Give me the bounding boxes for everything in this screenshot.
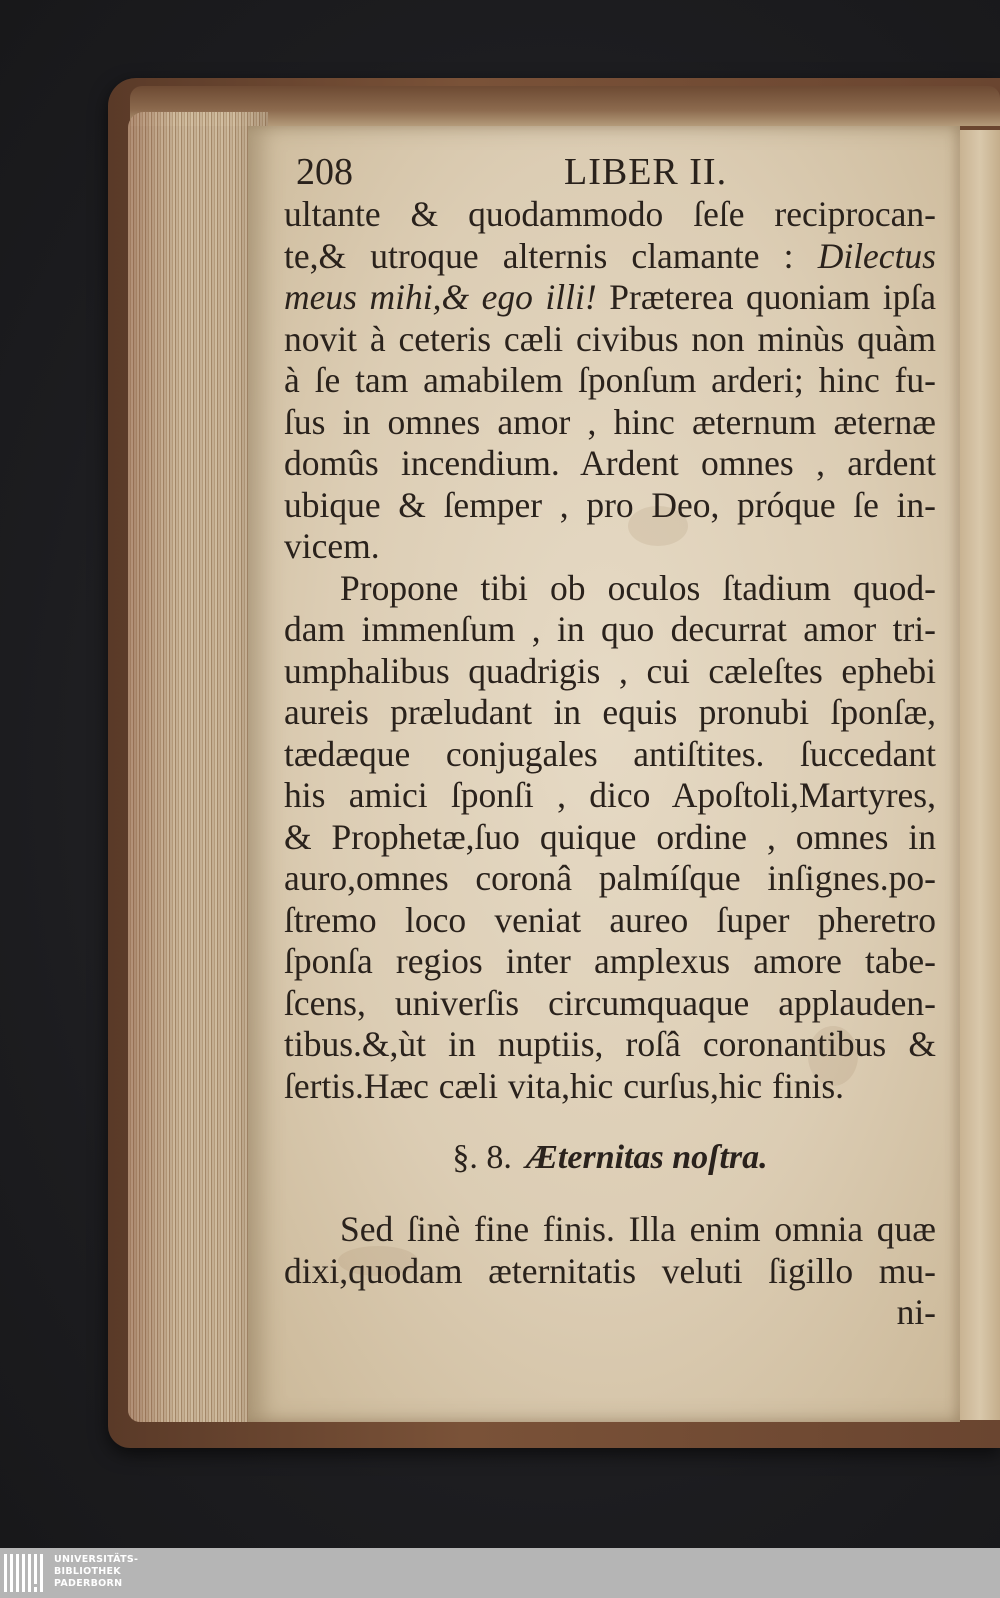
library-logo-bars-icon — [4, 1554, 48, 1592]
logo-line: PADERBORN — [54, 1578, 123, 1589]
section-heading — [284, 1137, 936, 1179]
page-text — [284, 150, 936, 1334]
section-title: Æternitas noſtra. — [525, 1139, 768, 1176]
facing-page-edge — [956, 130, 1000, 1420]
italic-phrase: Dilectus — [817, 235, 936, 276]
text-line-part: te,& utroque alternis clamante : — [284, 235, 794, 276]
text-line: ſponſa regios inter amplexus amore tabe- — [284, 941, 936, 981]
text-line: vicem. — [284, 526, 380, 566]
paragraph-2 — [284, 568, 936, 1108]
running-head: LIBER II. — [564, 151, 728, 193]
italic-phrase: meus mihi,& ego illi! — [284, 277, 597, 317]
text-line: novit à ceteris cæli civibus non minùs quàm — [284, 318, 936, 359]
text-line: ſus in omnes amor , hinc æternum æternæ — [284, 401, 936, 442]
text-line: dixi,quodam æternitatis veluti ſigillo mu- — [284, 1250, 936, 1291]
library-logo-text — [54, 1554, 138, 1590]
text-line: ultante & quodammodo ſeſe reciprocan- — [284, 194, 936, 234]
text-line: tædæque conjugales antiſtites. ſuccedant — [284, 733, 936, 774]
text-line: tibus.&,ùt in nuptiis, roſâ coronantibus & — [284, 1024, 936, 1064]
logo-line: BIBLIOTHEK — [54, 1566, 121, 1577]
paragraph-1 — [284, 194, 936, 568]
library-logo — [4, 1552, 144, 1594]
text-line: Sed ſinè fine finis. Illa enim omnia quæ — [340, 1209, 936, 1249]
text-line: domûs incendium. Ardent omnes , ardent — [284, 443, 936, 483]
text-line — [284, 277, 936, 319]
text-line: Propone tibi ob oculos ſtadium quod- — [340, 567, 936, 608]
text-line: ſertis.Hæc cæli vita,hic curſus,hic finis. — [284, 1065, 845, 1106]
text-line: & Prophetæ,ſuo quique ordine , omnes in — [284, 816, 936, 857]
text-line: dam immenſum , in quo decurrat amor tri- — [284, 609, 936, 649]
text-line — [284, 236, 936, 278]
page-stack-shade — [128, 112, 268, 1422]
text-line: umphalibus quadrigis , cui cæleſtes ephebi — [284, 650, 936, 691]
page-header — [284, 150, 936, 194]
text-line: ſtremo loco veniat aureo ſuper pheretro — [284, 899, 936, 940]
section-number: §. 8. — [452, 1139, 512, 1176]
text-line: auro,omnes coronâ palmíſque inſignes.po- — [284, 858, 936, 898]
text-line-part: Præterea quoniam ipſa — [609, 277, 937, 317]
logo-line: UNIVERSITÄTS- — [54, 1554, 139, 1565]
text-line: ubique & ſemper , pro Deo, próque ſe in- — [284, 484, 936, 525]
text-line: à ſe tam amabilem ſponſum arderi; hinc fu- — [284, 360, 936, 400]
text-line: ſcens, univerſis circumquaque applauden- — [284, 982, 936, 1023]
page-number: 208 — [296, 151, 353, 193]
text-line: his amici ſponſi , dico Apoſtoli,Martyres, — [284, 775, 936, 815]
text-line: aureis præludant in equis pronubi ſponſæ, — [284, 692, 936, 732]
footer-bar — [0, 1548, 1000, 1598]
paragraph-3 — [284, 1209, 936, 1334]
catchword: ni- — [896, 1292, 936, 1332]
